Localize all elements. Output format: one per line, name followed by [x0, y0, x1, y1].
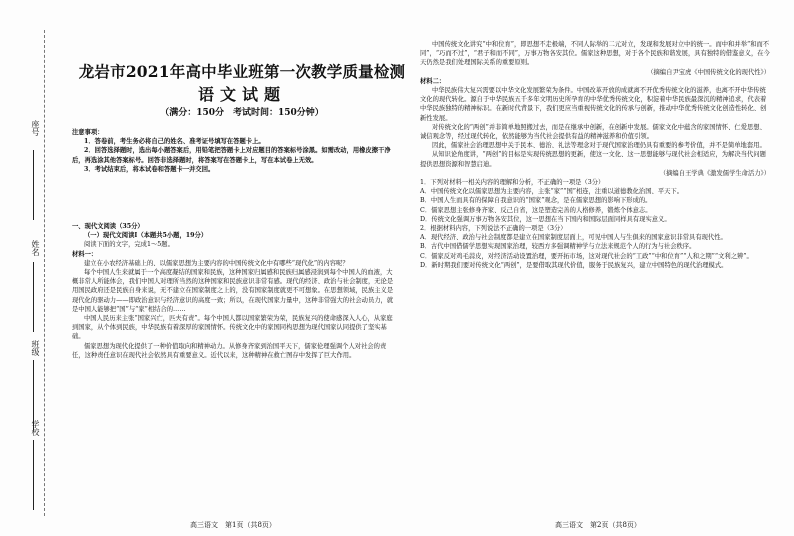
subsection-heading: （一）现代文阅读Ⅰ（本题共5小题，19分）: [84, 232, 208, 240]
binding-dashed-line: [44, 30, 45, 516]
section1-block: [72, 222, 394, 360]
notes-block: [72, 128, 394, 174]
paragraph: 从知识论角度讲，“两创”的目标是实现传统思想的更新，使这一文化、这一思想能够与现代社会相适应，为解决当代问题提供思想资源和智慧启迪。: [420, 151, 766, 168]
note-item: 2．回答选择题时，选出每小题答案后，用铅笔把答题卡上对应题目的答案标号涂黑。如需改动，用橡皮擦干净后，再选涂其他答案标号。回答非选择题时，将答案写在答题卡上，写在本试卷上无效。: [72, 147, 391, 164]
paragraph: 因此，儒家社会治理思想中关于民本、德治、礼法等理念对于现代国家治理仍具有重要的参考价值，并不是简单地套用。: [432, 142, 766, 150]
class-label: 班级: [31, 340, 40, 356]
exam-title: 龙岩市2021年高中毕业班第一次教学质量检测: [78, 62, 406, 81]
q2-option-a: A．现代经济、政治与社会制度都是建立在国家制度层面上，可见中国人与生俱来的国家意识非常具有现代性。: [420, 234, 727, 242]
name-line: [33, 262, 34, 332]
note-item: 3．考试结束后，将本试卷和答题卡一并交回。: [84, 165, 215, 173]
q1-option-b: B．中国人生而具有的保障自我意识的“国家”观念，是在儒家思想的影响下形成的。: [420, 197, 652, 205]
q2-option-b: B．古代中国借儒学思想实现国家治理，较西方多强调精神学与立法来规范个人的行为与社会秩序。: [420, 243, 696, 251]
q1-option-a: A．中国传统文化以儒家思想为主要内容，主张“家”“国”相连，注重以道德教化治国、平天下。: [420, 188, 684, 196]
q2-option-c: C．儒家反对鸡毛蒜皮，对经济活动设置治理，要开拓市场，这对现代社会的“工政”“中和位育”“人和之期”“文利之辨”。: [420, 252, 753, 260]
source-note: （摘编自尹宝虎《中国传统文化的现代性》）: [647, 68, 770, 76]
paragraph: 儒家思想为现代化提供了一种价值取向和精神动力。从修身齐家到治国平天下，儒家伦理强调个人对社会的责任，这种责任意识在现代社会依然具有重要意义。近代以来，这种精神在救亡图存中发挥了巨大作用。: [72, 342, 387, 359]
seat-label: 座号: [31, 120, 40, 136]
q1-option-c: C．儒家思想主张修身齐家、反己自省，这是塑造完善的人格修养，锻炼个体意志。: [420, 206, 652, 214]
material-label: 材料二：: [420, 77, 446, 85]
notes-heading: 注意事项：: [72, 129, 104, 136]
page-footer-left: 高三语文 第1页（共8页）: [190, 521, 276, 529]
score-time: （满分：150分 考试时间：150分钟）: [160, 108, 324, 118]
paragraph: 每个中国人生来就属于一个高度凝结的国家和民族，这种国家归属感和民族归属感浸润到每个中国人的血液，大概非常人所能体会，我们中国人对理所当然的这种国家和民族意识非常有感。现代的经济、政治与社会制度，无论是用国民政府还是民族自身来说，无不建立在国家制度之上的，没有国家制度就更不可想象。在思想领域，民族主义是现代化的驱动力——即政治意识与经济意识的高度一致；所以，在现代国家力量中，这种非常强大的社会动员力，就是中国人能够把“国”与“家”相结合的……: [72, 269, 394, 313]
paragraph: 中国人民历来主张“国家兴亡，匹夫有责”。每个中国人都以国家繁荣为荣，民族复兴的使命感深入人心，从家庭到国家，从个体到民族，中华民族有着深厚的家国情怀。传统文化中的家国同构思想为现代国家认同提供了坚实基础。: [72, 315, 393, 341]
name-label: 姓名: [31, 240, 40, 256]
school-line: [33, 440, 34, 510]
question-2: 2．根据材料内容，下列说法不正确的一项是（3分）: [420, 225, 567, 233]
q2-option-d: D．新时期我们要对传统文化“两创”，是要借取其现代价值，服务于民族复兴，建立中国特色的现代治理模式。: [420, 261, 728, 269]
seat-line: [33, 150, 34, 220]
question-1: 1．下列对材料一相关内容的理解和分析，不正确的一项是（3分）: [420, 179, 605, 187]
paragraph: 对传统文化的“两创”并非简单地照搬过去，而是在继承中创新，在创新中发展。儒家文化中蕴含的家国情怀、仁爱思想、诚信观念等，经过现代转化，依然能够为当代社会提供有益的精神滋养和价值引领。: [420, 123, 766, 141]
subject-title: 语文试题: [197, 85, 286, 104]
binding-margin: [0, 0, 66, 536]
school-label: 学校: [31, 420, 40, 436]
q1-option-d: D．传统文化强调万事万物各安其位，这一思想在当下国内和国际层面同样具有现实意义。: [420, 215, 671, 223]
material-label: 材料一：: [72, 250, 98, 258]
paragraph: 中国传统文化讲究“中和位育”，即思想不走极端，不同人际举的二元对立，发现和发展对立中的统一。而中和并举“和而不同”，“巧而不过”，“君子和而不同”，万事万物各安其位。儒家这种思想，对于各个民族和谐发展，具有独特的借鉴意义，在今天仍然是我们处理国际关系的重要原则。: [420, 41, 770, 67]
source-note: （摘编自王学典《激发儒学生命活力》）: [659, 169, 770, 177]
paragraph: 建立在小农经济基础上的、以儒家思想为主要内容的中国传统文化中有哪些“现代化”的内容呢？: [84, 259, 349, 267]
page-footer-right: 高三语文 第2页（共8页）: [555, 521, 641, 529]
note-item: 1．答卷前，考生务必将自己的姓名、准考证号填写在答题卡上。: [84, 138, 265, 146]
paragraph: 中华民族伟大复兴需要以中华文化发展繁荣为条件。中国改革开放的成就离不开优秀传统文化的滋养，也离不开中华传统文化的现代转化。源自于中华民族五千多年文明历史所孕育的中华优秀传统文化，积淀着中华民族最深沉的精神追求，代表着中华民族独特的精神标识。在新时代背景下，我们更应当重视传统文化的传承与创新，推动中华优秀传统文化创造性转化、创新性发展。: [420, 87, 767, 122]
section-heading: 一、现代文阅读（35分）: [72, 223, 144, 230]
instruction: 阅读下面的文字，完成1～5题。: [84, 241, 174, 249]
right-text-block: [420, 40, 770, 270]
